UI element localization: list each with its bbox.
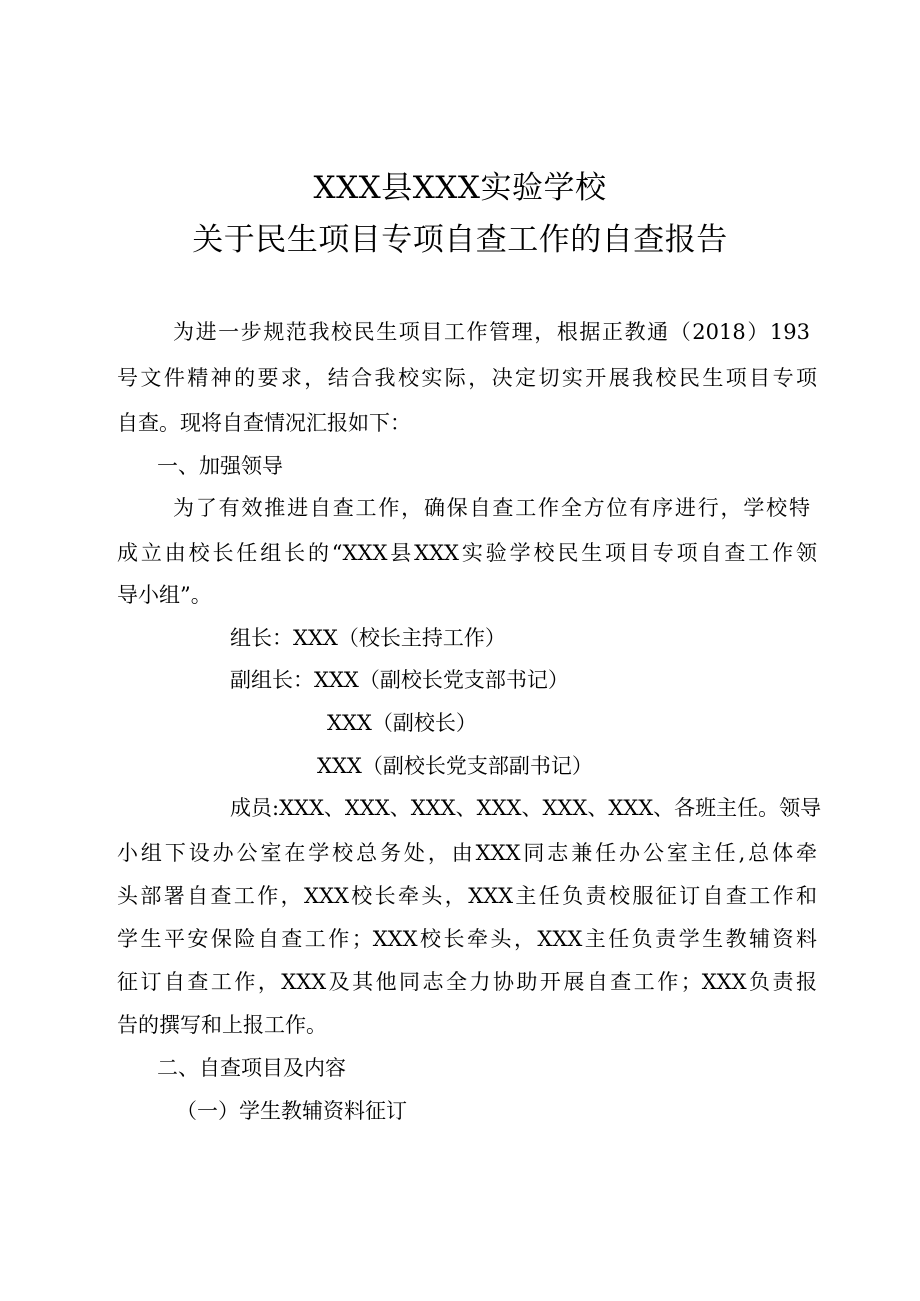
section-1-para-line-3: 导小组”。 [117,583,212,607]
section-2-heading: 二、自查项目及内容 [157,1056,346,1080]
members-line-4: 学生平安保险自查工作；XXX校长牵头，XXX主任负责学生教辅资料 [117,927,817,951]
section-1-para-line-2: 成立由校长任组长的“XXX县XXX实验学校民生项目专项自查工作领 [117,541,817,565]
members-line-1: 成员:XXX、XXX、XXX、XXX、XXX、XXX、各班主任。领导 [230,796,822,820]
intro-line-3: 自查。现将自查情况汇报如下： [117,411,411,435]
deputy-leader-3: XXX（副校长党支部副书记） [317,754,593,778]
section-1-heading: 一、加强领导 [157,454,283,478]
deputy-leader-1: 副组长：XXX（副校长党支部书记） [230,668,569,692]
members-line-3: 头部署自查工作，XXX校长牵头，XXX主任负责校服征订自查工作和 [117,884,817,908]
document-title-line-2: 关于民生项目专项自查工作的自查报告 [192,222,728,258]
group-leader: 组长：XXX（校长主持工作） [230,626,506,650]
document-title-line-1: XXX县XXX实验学校 [313,170,607,206]
members-line-6: 告的撰写和上报工作。 [117,1013,327,1037]
members-line-2: 小组下设办公室在学校总务处，由XXX同志兼任办公室主任,总体牵 [117,841,817,865]
members-line-5: 征订自查工作，XXX及其他同志全力协助开展自查工作；XXX负责报 [117,970,817,994]
intro-line-1: 为进一步规范我校民生项目工作管理，根据正教通（2018）193 [173,320,810,344]
intro-line-2: 号文件精神的要求，结合我校实际，决定切实开展我校民生项目专项 [117,366,817,390]
section-1-para-line-1: 为了有效推进自查工作，确保自查工作全方位有序进行，学校特 [173,496,810,520]
deputy-leader-2: XXX（副校长） [327,711,477,735]
section-2-subheading-1: （一）学生教辅资料征订 [176,1099,407,1123]
